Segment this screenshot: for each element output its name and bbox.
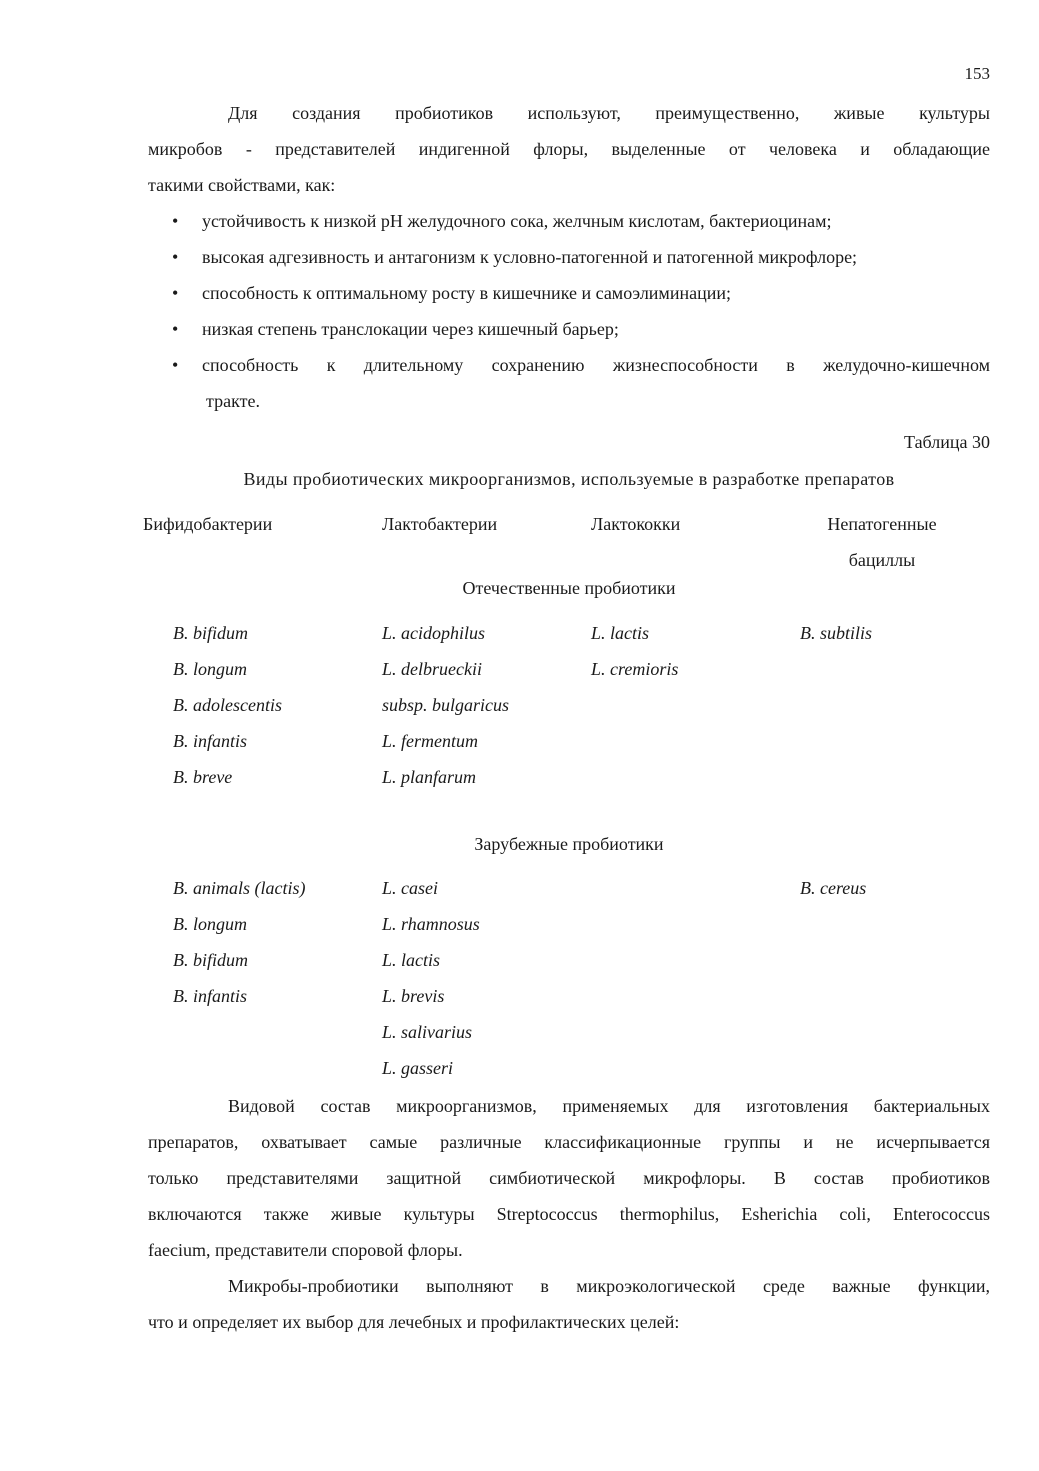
table-cell: B. animals (lactis)	[173, 878, 306, 898]
table-cell: B. infantis	[173, 731, 248, 751]
table-cell: L. gasseri	[382, 1058, 454, 1078]
bullet-icon: •	[172, 283, 179, 303]
properties-list	[168, 203, 990, 419]
table-cell: L. lactis	[382, 950, 441, 970]
composition-paragraph	[148, 1088, 990, 1268]
section-title-foreign: Зарубежные пробиотики	[474, 834, 664, 854]
intro-paragraph	[148, 95, 990, 203]
list-item-continuation: тракте.	[206, 391, 260, 411]
table-cell: B. cereus	[800, 878, 867, 898]
list-item: • способность к оптимальному росту в кишечнике и самоэлиминации;	[168, 275, 990, 311]
intro-line-3: такими свойствами, как:	[148, 175, 336, 195]
list-item: • устойчивость к низкой pH желудочного сока, желчным кислотам, бактериоцинам;	[168, 203, 990, 239]
table-cell: B. bifidum	[173, 623, 248, 643]
table-cell: L. rhamnosus	[382, 914, 480, 934]
table-title: Виды пробиотических микроорганизмов, используемые в разработке препаратов	[243, 469, 895, 489]
table-cell: B. subtilis	[800, 623, 873, 643]
bullet-icon: •	[172, 247, 179, 267]
table-cell: B. breve	[173, 767, 233, 787]
para3-line-2: что и определяет их выбор для лечебных и профилактических целей:	[148, 1312, 680, 1332]
table-cell: B. adolescentis	[173, 695, 282, 715]
intro-line-2: микробов - представителей индигенной флоры, выделенные от человека и обладающие	[148, 139, 990, 159]
table-cell: L. brevis	[382, 986, 445, 1006]
para2-line-3: только представителями защитной симбиотической микрофлоры. В состав пробиотиков	[148, 1168, 990, 1188]
intro-line-1: Для создания пробиотиков используют, преимущественно, живые культуры	[228, 103, 990, 123]
table-cell: L. lactis	[591, 623, 650, 643]
table-cell: L. salivarius	[382, 1022, 473, 1042]
column-header-lacto: Лактобактерии	[382, 514, 498, 534]
table-cell: B. bifidum	[173, 950, 248, 970]
functions-paragraph	[148, 1268, 990, 1340]
para2-line-2: препаратов, охватывает самые различные классификационные группы и не исчерпывается	[148, 1132, 990, 1152]
table-cell: B. infantis	[173, 986, 248, 1006]
table-cell: L. delbrueckii	[382, 659, 482, 679]
bullet-icon: •	[172, 319, 179, 339]
para2-line-1: Видовой состав микроорганизмов, применяемых для изготовления бактериальных	[228, 1096, 990, 1116]
table-number: Таблица 30	[904, 432, 990, 452]
para3-line-1: Микробы-пробиотики выполняют в микроэкологической среде важные функции,	[228, 1276, 990, 1296]
page-number: 153	[964, 64, 990, 83]
table-cell: B. longum	[173, 914, 247, 934]
table-cell: subsp. bulgaricus	[382, 695, 510, 715]
table-cell: B. longum	[173, 659, 247, 679]
para2-line-5: faecium, представители споровой флоры.	[148, 1240, 463, 1260]
column-header-lactococci: Лактококки	[591, 514, 681, 534]
list-item: • способность к длительному сохранению жизнеспособности в желудочно-кишечном	[168, 347, 990, 383]
list-item: • высокая адгезивность и антагонизм к условно-патогенной и патогенной микрофлоре;	[168, 239, 990, 275]
table-cell: L. cremioris	[591, 659, 679, 679]
column-header-bifido: Бифидобактерии	[143, 514, 273, 534]
table-cell: L. casei	[382, 878, 438, 898]
bullet-icon: •	[172, 355, 179, 375]
table-cell: L. fermentum	[382, 731, 478, 751]
table-cell: L. acidophilus	[382, 623, 486, 643]
section-title-domestic: Отечественные пробиотики	[462, 578, 676, 598]
list-item: • низкая степень транслокации через кишечный барьер;	[168, 311, 990, 347]
bullet-icon: •	[172, 211, 179, 231]
table-cell: L. planfarum	[382, 767, 477, 787]
column-header-bacilli: Непатогенные бациллы	[827, 514, 937, 570]
para2-line-4: включаются также живые культуры Streptococcus thermophilus, Esherichia coli, Enterococcus	[148, 1204, 990, 1224]
